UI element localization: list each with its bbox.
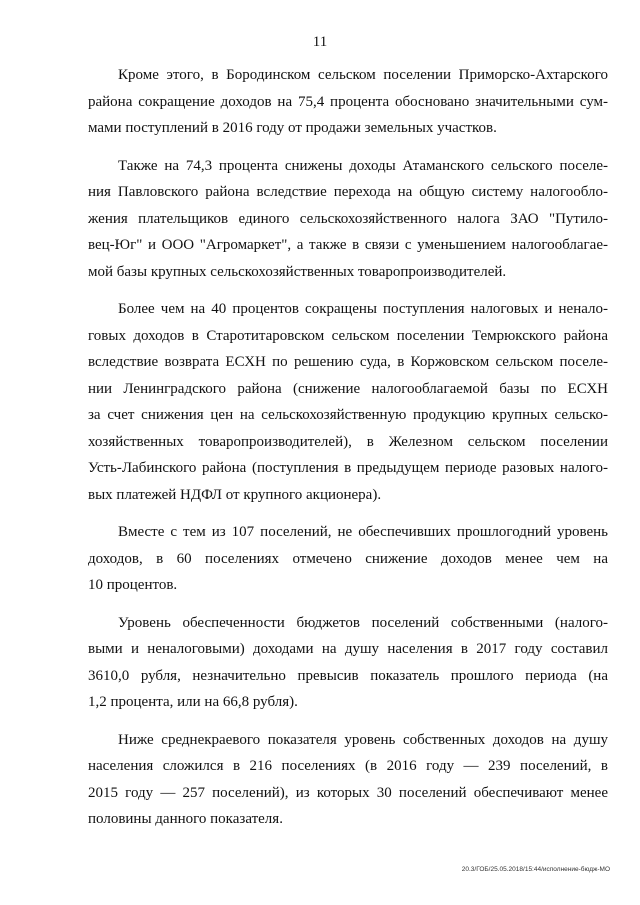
text-line: мами поступлений в 2016 году от продажи земельных участков. <box>88 120 497 136</box>
document-footer-code: 20.3/ГОБ/25.05.2018/15:44/исполнение-бюдж-МО <box>461 866 610 873</box>
text-line: района сокращение доходов на 75,4 процента обосновано значительными сум- <box>88 93 608 110</box>
paragraph <box>88 519 608 599</box>
text-line: жения плательщиков единого сельскохозяйственного налога ЗАО "Путило- <box>88 210 608 227</box>
text-line: Более чем на 40 процентов сокращены поступления налоговых и ненало- <box>118 301 608 317</box>
text-line: доходов, в 60 поселениях отмечено снижение доходов менее чем на <box>88 550 608 567</box>
text-line: выми и неналоговыми) доходами на душу населения в 2017 году составил <box>88 641 608 657</box>
text-line: вец-Юг" и ООО "Агромаркет", а также в связи с уменьшением налогооблагае- <box>88 237 608 253</box>
document-body <box>88 62 608 844</box>
paragraph <box>88 153 608 286</box>
text-line: Также на 74,3 процента снижены доходы Атаманского сельского поселе- <box>118 157 608 174</box>
text-line: Уровень обеспеченности бюджетов поселений собственными (налого- <box>118 614 608 631</box>
text-line: хозяйственных товаропроизводителей), в Железном сельском поселении <box>88 433 608 450</box>
text-line: мой базы крупных сельскохозяйственных товаропроизводителей. <box>88 263 507 280</box>
text-line: Ниже среднекраевого показателя уровень собственных доходов на душу <box>118 731 608 748</box>
text-line: вследствие возврата ЕСХН по решению суда, в Коржовском сельском поселе- <box>88 354 608 370</box>
paragraph <box>88 62 608 142</box>
text-line: ния Павловского района вследствие перехода на общую систему налогообло- <box>88 184 608 200</box>
text-line: 2015 году — 257 поселений), из которых 30 поселений обеспечивают менее <box>88 784 608 801</box>
paragraph <box>88 296 608 508</box>
text-line: 1,2 процента, или на 66,8 рубля). <box>88 694 298 710</box>
text-line: нии Ленинградского района (снижение налогооблагаемой базы по ЕСХН <box>88 380 608 397</box>
text-line: населения сложился в 216 поселениях (в 2016 году — 239 поселений, в <box>88 758 608 774</box>
text-line: Усть-Лабинского района (поступления в предыдущем периоде разовых налого- <box>88 460 608 476</box>
text-line: говых доходов в Старотитаровском сельском поселении Темрюкского района <box>88 327 608 344</box>
text-line: Кроме этого, в Бородинском сельском поселении Приморско-Ахтарского <box>118 67 608 83</box>
text-line: 10 процентов. <box>88 577 178 593</box>
text-line: половины данного показателя. <box>88 811 283 827</box>
paragraph <box>88 610 608 716</box>
text-line: 3610,0 рубля, незначительно превысив показатель прошлого периода (на <box>88 667 608 684</box>
paragraph <box>88 727 608 833</box>
text-line: Вместе с тем из 107 поселений, не обеспечивших прошлогодний уровень <box>118 524 608 540</box>
page-number: 11 <box>312 34 328 50</box>
text-line: вых платежей НДФЛ от крупного акционера). <box>88 486 382 503</box>
text-line: за счет снижения цен на сельскохозяйственную продукцию крупных сельско- <box>88 407 608 423</box>
